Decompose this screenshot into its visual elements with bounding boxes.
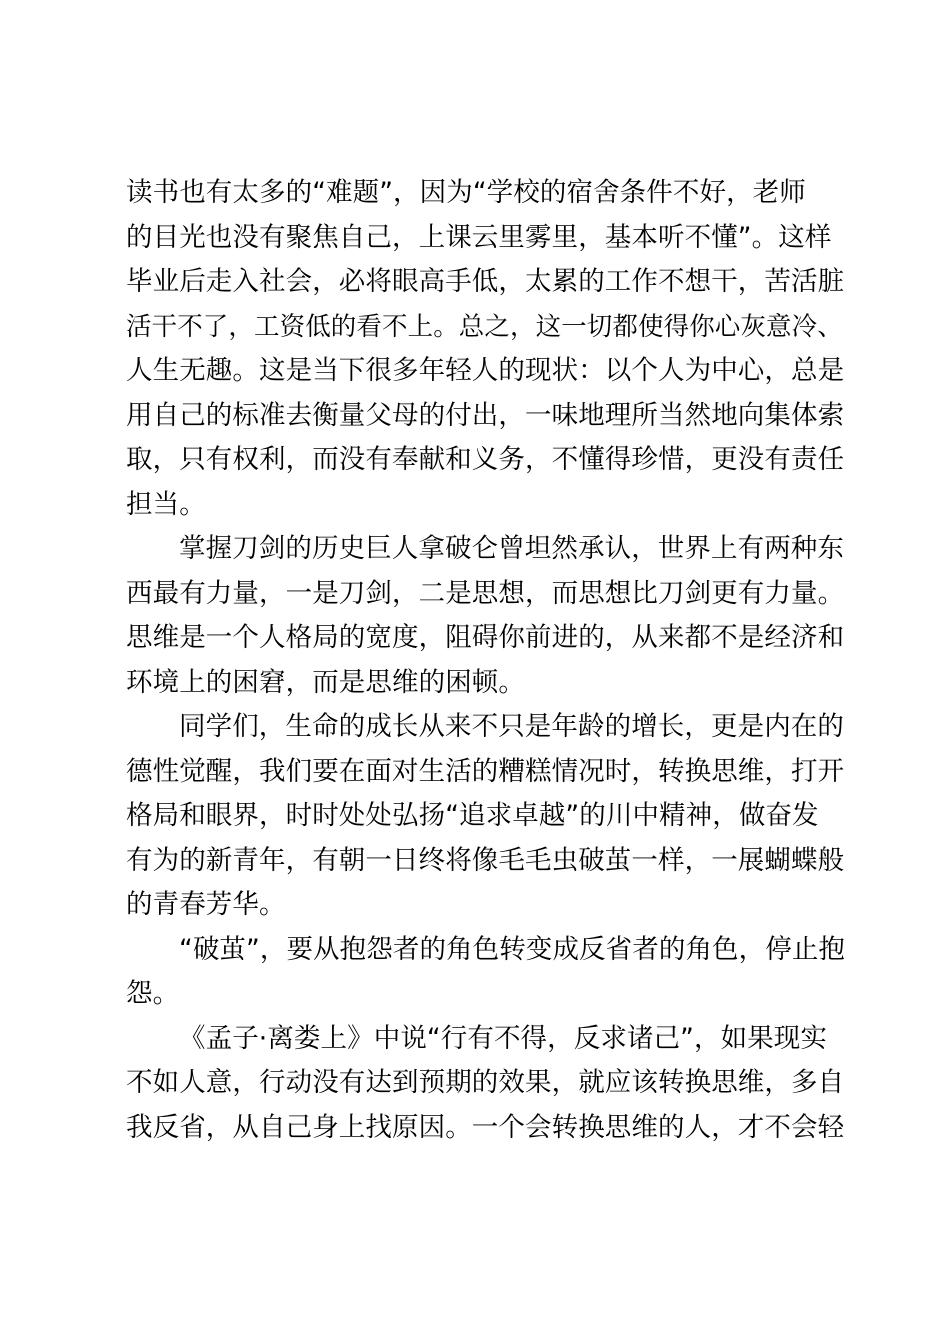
text-line: 用自己的标准去衡量父母的付出，一味地理所当然地向集体索 — [126, 399, 845, 431]
text-line: 毕业后走入社会，必将眼高手低，太累的工作不想干，苦活脏 — [126, 266, 845, 297]
text-line: 同学们，生命的成长从来不只是年龄的增长，更是内在的 — [179, 711, 844, 742]
text-line: 不如人意，行动没有达到预期的效果，就应该转换思维，多自 — [126, 1067, 845, 1098]
text-line: 有为的新青年，有朝一日终将像毛毛虫破茧一样，一展蝴蝶般 — [126, 844, 845, 876]
paragraph-5 — [126, 1017, 845, 1151]
paragraph-3 — [126, 705, 845, 928]
text-line: 西最有力量，一是刀剑，二是思想，而思想比刀剑更有力量。 — [126, 577, 845, 609]
text-line: 取，只有权利，而没有奉献和义务，不懂得珍惜，更没有责任 — [126, 444, 845, 475]
text-line: 怨。 — [126, 978, 180, 1009]
paragraph-2 — [126, 527, 845, 705]
text-line: 人生无趣。这是当下很多年轻人的现状：以个人为中心，总是 — [126, 355, 845, 386]
text-line: 《孟子·离娄上》中说“行有不得，反求诸己”，如果现实 — [179, 1022, 827, 1054]
text-line: 活干不了，工资低的看不上。总之，这一切都使得你心灰意冷、 — [126, 311, 843, 342]
text-line: 德性觉醒，我们要在面对生活的糟糕情况时，转换思维，打开 — [126, 755, 845, 787]
paragraph-4 — [126, 928, 846, 1017]
paragraph-1 — [126, 171, 845, 527]
text-line: 读书也有太多的“难题”，因为“学校的宿舍条件不好，老师 — [126, 177, 806, 208]
document-page — [126, 171, 846, 1150]
text-line: 思维是一个人格局的宽度，阻碍你前进的，从来都不是经济和 — [126, 622, 845, 653]
text-line: 格局和眼界，时时处处弘扬“追求卓越”的川中精神，做奋发 — [126, 800, 819, 831]
text-line: 环境上的困窘，而是思维的困顿。 — [126, 666, 525, 698]
text-line: 担当。 — [126, 488, 206, 520]
text-line: 我反省，从自己身上找原因。一个会转换思维的人，才不会轻 — [126, 1111, 845, 1143]
text-line: “破茧”，要从抱怨者的角色转变成反省者的角色，停止抱 — [179, 933, 846, 965]
text-line: 掌握刀剑的历史巨人拿破仑曾坦然承认，世界上有两种东 — [179, 533, 844, 564]
text-line: 的青春芳华。 — [126, 889, 286, 920]
text-line: 的目光也没有聚焦自己，上课云里雾里，基本听不懂”。这样 — [126, 221, 832, 253]
